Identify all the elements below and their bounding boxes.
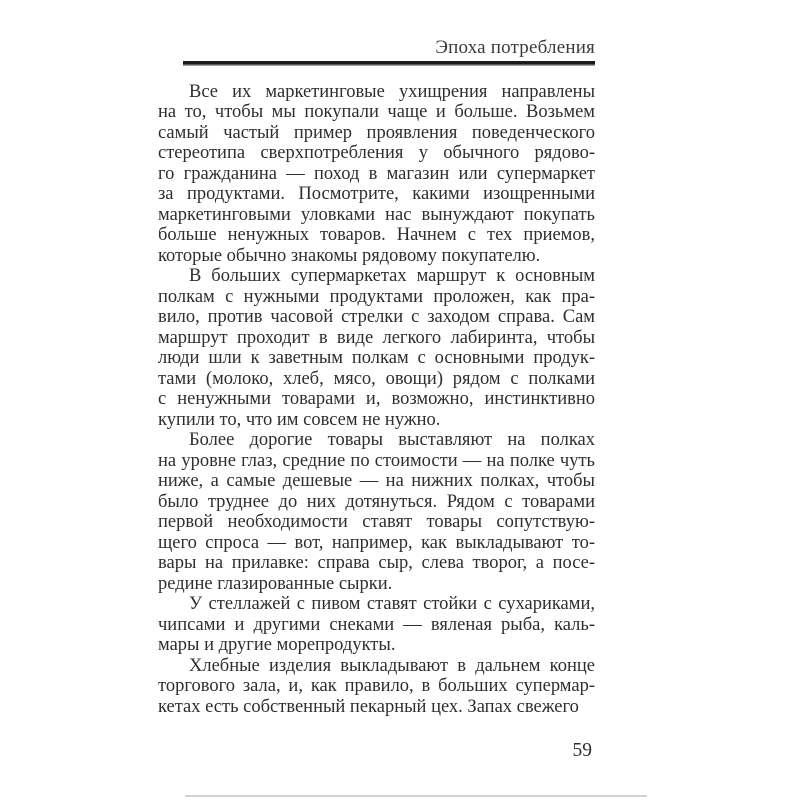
text-line: Хлебные изделия выкладывают в дальнем конце (189, 655, 595, 676)
page-bottom-scan-line (185, 795, 647, 797)
paragraph (158, 594, 595, 656)
text-line: на то, чтобы мы покупали чаще и больше. Возьмем (158, 102, 595, 122)
paragraph (158, 266, 595, 430)
text-line: с ненужными товарами и, возможно, инстинктивно (158, 389, 595, 409)
text-line: маршрут проходит в виде легкого лабиринта, чтобы (158, 327, 595, 348)
text-line: В больших супермаркетах маршрут к основным (189, 266, 595, 286)
text-line: люди шли к заветным полкам с основными продук- (158, 348, 595, 368)
header-rule (183, 61, 595, 66)
text-line: больше ненужных товаров. Начнем с тех приемов, (158, 225, 595, 245)
text-line: за продуктами. Посмотрите, какими изощренными (158, 184, 595, 204)
text-line: торгового зала, и, как правило, в больших супермар- (158, 676, 595, 696)
text-line: чипсами и другими снеками — вяленая рыба, каль- (158, 614, 595, 635)
text-line: щего спроса — вот, например, как выкладывают то- (158, 532, 595, 553)
running-header-title: Эпоха потребления (435, 37, 595, 58)
page-body (158, 82, 595, 718)
text-line: стереотипа сверхпотребления у обычного рядово- (158, 143, 595, 163)
paragraph (158, 82, 595, 267)
text-line: было труднее до них дотянуться. Рядом с товарами (158, 491, 595, 512)
text-line: ниже, а самые дешевые — на нижних полках, чтобы (158, 471, 595, 491)
page-number: 59 (572, 740, 592, 761)
text-line: редине глазированные сырки. (158, 573, 393, 594)
text-line: кетах есть собственный пекарный цех. Запах свежего (158, 696, 579, 717)
text-line: самый частый пример проявления поведенческого (158, 122, 595, 143)
paragraph (158, 656, 595, 718)
text-line: мары и другие морепродукты. (158, 635, 396, 655)
text-line: полкам с нужными продуктами проложен, как пра- (158, 286, 595, 307)
text-line: Более дорогие товары выставляют на полках (189, 430, 595, 450)
text-line: Все их маркетинговые ухищрения направлены (189, 81, 595, 102)
text-line: маркетинговыми уловками нас вынуждают покупать (158, 204, 595, 225)
text-line: вило, против часовой стрелки с заходом справа. Сам (158, 307, 595, 327)
text-line: на уровне глаз, средние по стоимости — на полке чуть (158, 450, 595, 471)
text-line: го гражданина — поход в магазин или супермаркет (158, 163, 595, 184)
text-line: первой необходимости ставят товары сопутствую- (158, 512, 595, 532)
text-line: купили то, что им совсем не нужно. (158, 409, 441, 430)
text-column (158, 0, 595, 762)
text-line: У стеллажей с пивом ставят стойки с сухариками, (189, 594, 595, 614)
text-line: тами (молоко, хлеб, мясо, овощи) рядом с полками (158, 368, 595, 389)
text-line: которые обычно знакомы рядовому покупателю. (158, 245, 541, 266)
page-footer (158, 740, 595, 762)
running-header (158, 37, 595, 58)
paragraph (158, 430, 595, 594)
text-line: вары на прилавке: справа сыр, слева творог, а посе- (158, 553, 595, 573)
